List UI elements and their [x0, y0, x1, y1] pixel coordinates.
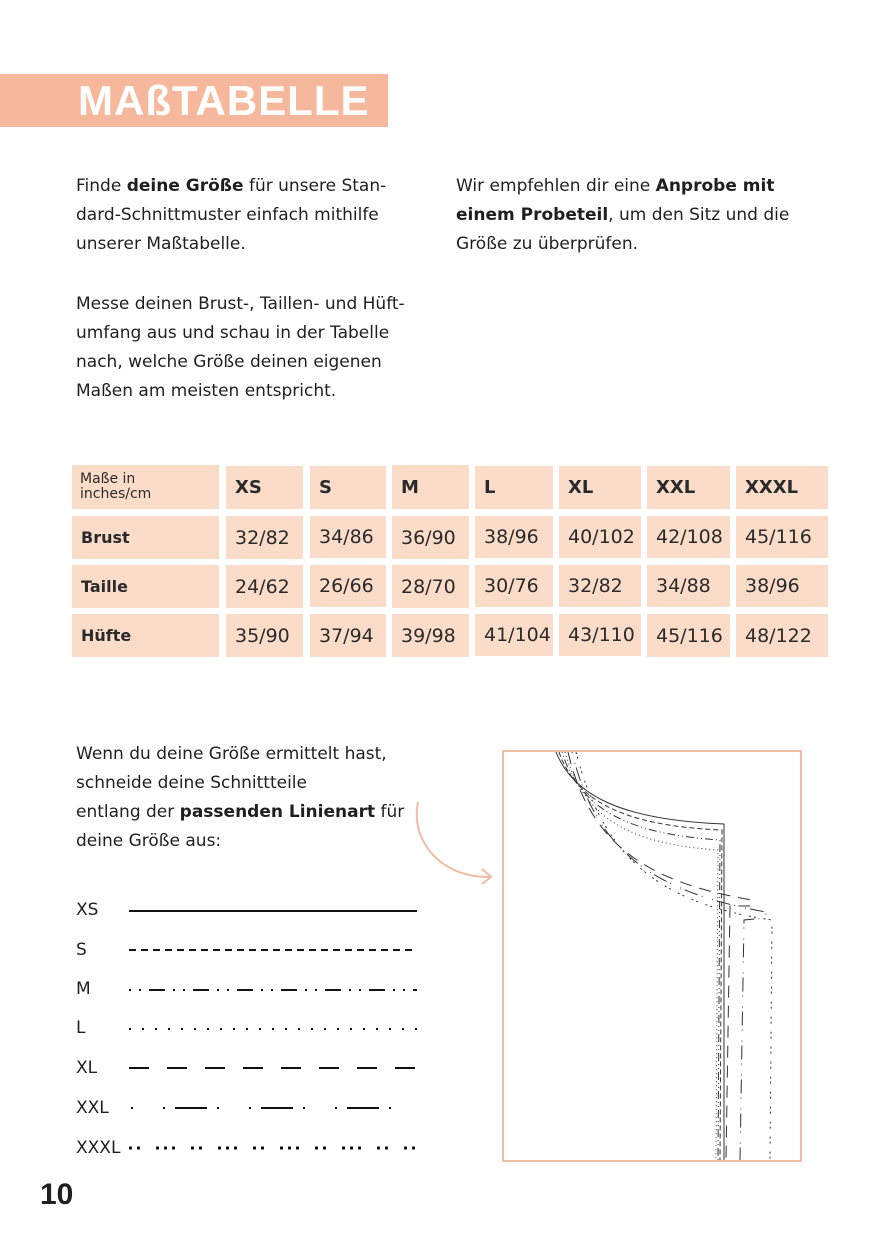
intro-paragraph-left — [76, 172, 416, 259]
intro-text: dard-Schnittmuster einfach mithilfe — [76, 205, 379, 225]
intro-text: Finde — [76, 176, 127, 196]
table-cell: 40/102 — [559, 516, 641, 558]
table-cell: 45/116 — [647, 614, 730, 657]
legend-line-dashed — [129, 940, 419, 960]
legend-line-dot-long-dash — [129, 1098, 419, 1118]
table-cell: 24/62 — [226, 565, 303, 608]
cut-text: schneide deine Schnittteile — [76, 773, 307, 793]
measure-text: umfang aus und schau in der Tabelle — [76, 323, 390, 343]
size-header-xxl: XXL — [647, 466, 730, 509]
table-cell: 41/104 — [475, 614, 553, 656]
table-cell: 32/82 — [226, 516, 303, 559]
legend-label-xxl: XXL — [76, 1098, 109, 1118]
legend-line-dotted — [129, 1018, 419, 1038]
intro-paragraph-right — [456, 172, 836, 259]
intro-text: unserer Maßtabelle. — [76, 234, 246, 254]
intro-text-bold: deine Größe — [126, 176, 244, 196]
pattern-lines-graphic — [504, 752, 800, 1160]
table-cell: 45/116 — [736, 516, 828, 558]
measure-text: Messe deinen Brust-, Taillen- und Hüft- — [76, 294, 405, 314]
table-cell: 42/108 — [647, 516, 730, 558]
cut-text: Wenn du deine Größe ermittelt hast, — [76, 744, 387, 764]
legend-label-s: S — [76, 940, 87, 960]
intro-right-text: Größe zu überprüfen. — [456, 234, 639, 254]
intro-text: für unsere Stan- — [243, 176, 387, 196]
cut-text-bold: passenden Linienart — [179, 802, 376, 822]
intro-right-text: Wir empfehlen dir eine — [456, 176, 656, 196]
size-header-s: S — [310, 466, 386, 509]
table-corner-label — [72, 465, 219, 509]
legend-line-long-dash — [129, 1058, 419, 1078]
table-cell: 36/90 — [392, 516, 469, 559]
table-cell: 35/90 — [226, 614, 303, 657]
legend-line-solid — [129, 900, 419, 920]
intro-right-text-bold: Anprobe mit — [655, 176, 775, 196]
table-cell: 30/76 — [475, 565, 553, 607]
legend-line-dot-groups — [129, 1138, 419, 1158]
size-header-xl: XL — [559, 466, 641, 509]
size-header-l: L — [475, 466, 553, 509]
row-label-taille: Taille — [72, 565, 219, 608]
size-header-xs: XS — [226, 466, 303, 509]
table-cell: 34/88 — [647, 565, 730, 607]
corner-line: Maße in — [80, 471, 136, 487]
legend-label-m: M — [76, 979, 91, 999]
table-cell: 48/122 — [736, 614, 828, 657]
legend-label-xs: XS — [76, 900, 99, 920]
curved-arrow-icon — [410, 800, 500, 890]
size-header-xxxl: XXXL — [736, 466, 828, 509]
legend-label-xxxl: XXXL — [76, 1138, 121, 1158]
page-number: 10 — [40, 1178, 74, 1211]
intro-right-text-bold: einem Probeteil — [456, 205, 609, 225]
table-cell: 32/82 — [559, 565, 641, 607]
pattern-illustration — [502, 750, 802, 1162]
size-header-m: M — [392, 465, 469, 509]
page-title: MAßTABELLE — [78, 77, 370, 124]
measure-text: nach, welche Größe deinen eigenen — [76, 352, 382, 372]
table-cell: 43/110 — [559, 614, 641, 656]
table-cell: 38/96 — [475, 516, 553, 558]
legend-label-xl: XL — [76, 1058, 98, 1078]
legend-label-l: L — [76, 1018, 86, 1038]
table-cell: 37/94 — [310, 614, 386, 657]
table-cell: 28/70 — [392, 565, 469, 608]
table-cell: 38/96 — [736, 565, 828, 607]
intro-right-text: , um den Sitz und die — [608, 205, 790, 225]
cut-text: deine Größe aus: — [76, 831, 222, 851]
table-cell: 34/86 — [310, 516, 386, 558]
cut-text: für — [375, 802, 405, 822]
cut-instructions — [76, 740, 436, 856]
legend-line-dash-dot-dot — [129, 979, 419, 999]
row-label-brust: Brust — [72, 516, 219, 559]
row-label-huefte: Hüfte — [72, 614, 219, 657]
measure-paragraph — [76, 290, 436, 406]
corner-line: inches/cm — [80, 486, 152, 502]
table-cell: 26/66 — [310, 565, 386, 607]
measure-text: Maßen am meisten entspricht. — [76, 381, 337, 401]
table-cell: 39/98 — [392, 614, 469, 657]
cut-text: entlang der — [76, 802, 180, 822]
